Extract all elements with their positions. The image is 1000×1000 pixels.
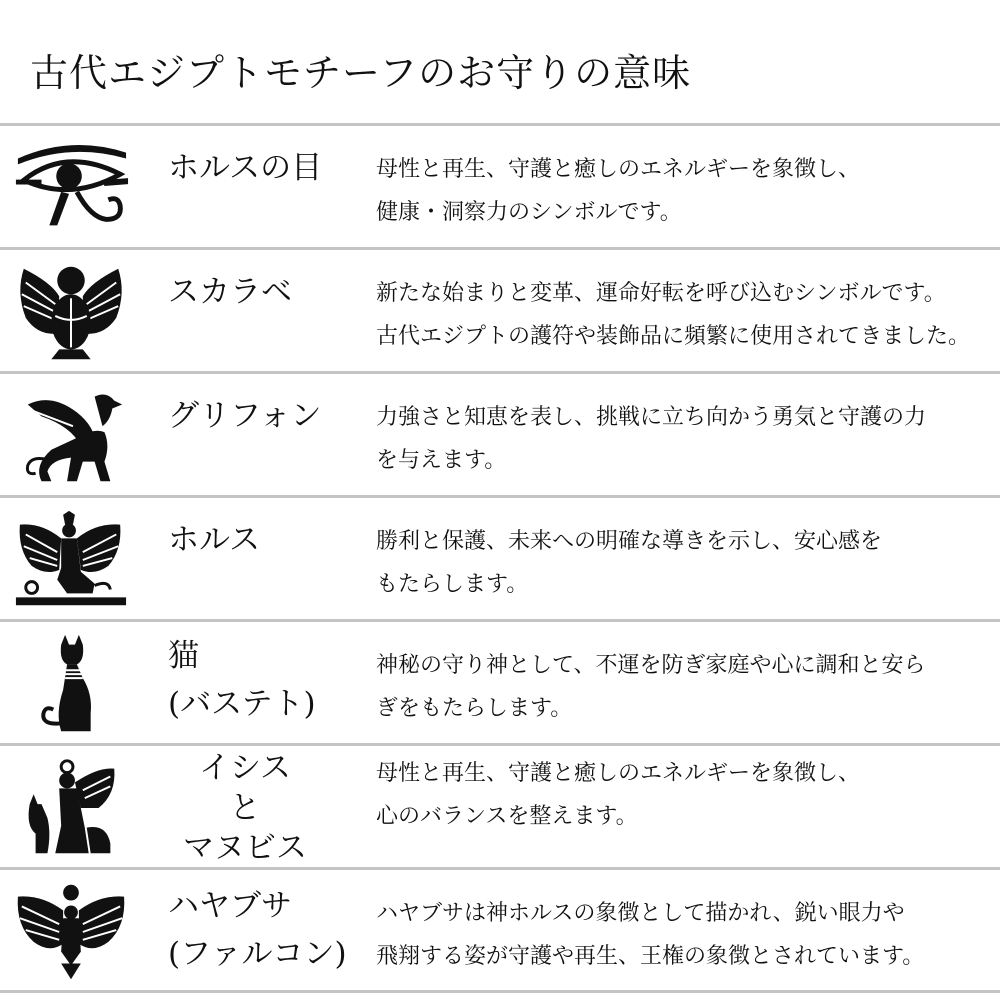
amulet-name (168, 882, 348, 978)
amulet-name-line: スカラベ (168, 274, 292, 310)
amulet-name-line: (ファルコン) (168, 936, 347, 972)
falcon-icon (10, 878, 132, 986)
table-row-horus (0, 495, 1000, 619)
amulet-name-line: イシス (198, 750, 292, 786)
amulet-name (168, 144, 348, 192)
griffin-icon (10, 382, 132, 490)
amulet-name-line: ホルスの目 (168, 150, 323, 186)
description-line: 健康・洞察力のシンボルです。 (376, 200, 682, 225)
description-line: 新たな始まりと変革、運命好転を呼び込むシンボルです。 (376, 281, 946, 306)
description-line: 神秘の守り神として、不運を防ぎ家庭や心に調和と安ら (376, 653, 926, 678)
amulet-name-line: グリフォン (168, 398, 322, 434)
amulet-name-line: と (229, 790, 261, 826)
page-title: 古代エジプトモチーフのお守りの意味 (30, 51, 692, 95)
amulet-name-line: ハヤブサ (168, 888, 292, 924)
table-row-scarab (0, 247, 1000, 371)
description-line: 古代エジプトの護符や装飾品に頻繁に使用されてきました。 (376, 324, 971, 349)
amulet-description (376, 644, 994, 730)
description-line: 母性と再生、守護と癒しのエネルギーを象徴し、 (376, 761, 861, 786)
description-line: 力強さと知恵を表し、挑戦に立ち向かう勇気と守護の力 (376, 405, 927, 430)
amulet-name-line: ホルス (168, 522, 261, 558)
table-row-isis-anubis (0, 743, 1000, 867)
table-row-eye-of-horus (0, 123, 1000, 247)
amulet-name-line: (バステト) (168, 686, 316, 722)
amulet-name-line: マヌビス (183, 830, 307, 866)
amulet-name (168, 632, 348, 728)
amulet-description (376, 752, 994, 838)
isis-anubis-icon (10, 754, 132, 862)
amulet-name-line: 猫 (168, 638, 199, 674)
amulet-description (376, 892, 994, 978)
horus-icon (10, 506, 132, 614)
amulet-description (376, 148, 994, 234)
amulet-description (376, 272, 994, 358)
amulet-name (168, 392, 348, 440)
table-row-griffin (0, 371, 1000, 495)
description-line: 飛翔する姿が守護や再生、王権の象徴とされています。 (376, 944, 925, 969)
description-line: 勝利と保護、未来への明確な導きを示し、安心感を (376, 529, 883, 554)
scarab-icon (10, 258, 132, 366)
description-line: 心のバランスを整えます。 (376, 804, 638, 829)
table-row-bastet (0, 619, 1000, 743)
amulet-name (168, 268, 348, 316)
description-line: を与えます。 (376, 448, 507, 473)
description-line: 母性と再生、守護と癒しのエネルギーを象徴し、 (376, 157, 861, 182)
amulet-name (168, 516, 348, 564)
amulet-name (150, 748, 340, 868)
eye-of-horus-icon (10, 134, 132, 242)
description-line: ハヤブサは神ホルスの象徴として描かれ、鋭い眼力や (376, 901, 905, 926)
amulet-description (376, 396, 994, 482)
amulet-table (0, 123, 1000, 993)
table-row-falcon (0, 867, 1000, 993)
amulet-description (376, 520, 994, 606)
description-line: もたらします。 (376, 572, 529, 597)
description-line: ぎをもたらします。 (376, 696, 573, 721)
bastet-cat-icon (10, 630, 132, 738)
